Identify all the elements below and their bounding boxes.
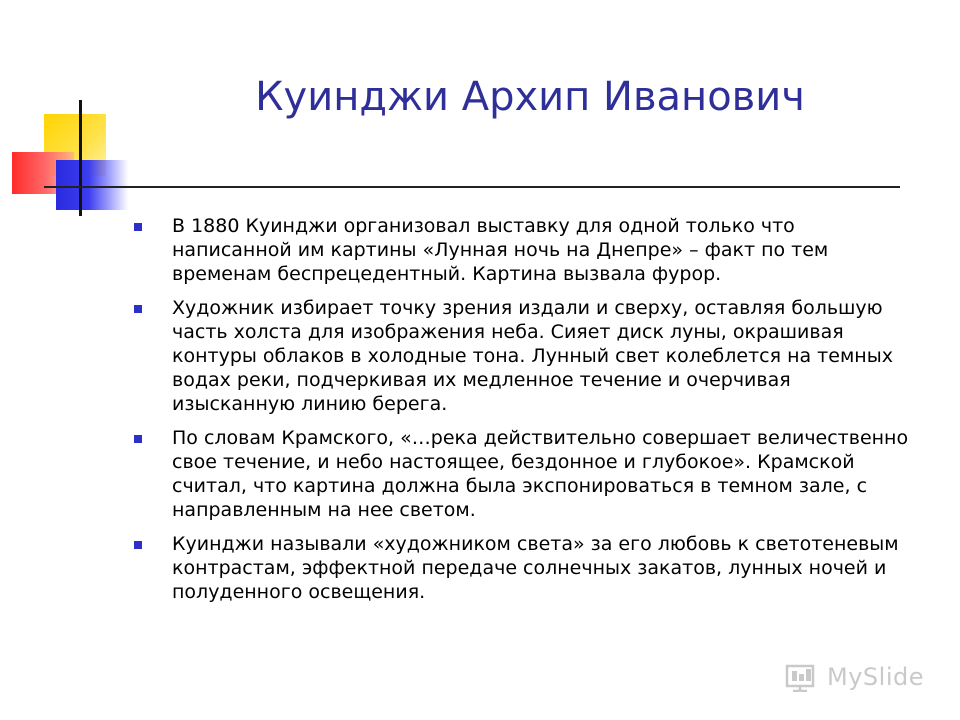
bullet-item bbox=[132, 296, 912, 416]
bullet-item bbox=[132, 426, 912, 522]
square-bullet-icon bbox=[134, 435, 142, 443]
square-bullet-icon bbox=[134, 305, 142, 313]
corner-decoration bbox=[0, 0, 140, 230]
slide-title: Куинджи Архип Иванович bbox=[255, 74, 805, 120]
blue-square bbox=[56, 160, 128, 210]
square-bullet-icon bbox=[134, 541, 142, 549]
title-underline bbox=[44, 186, 900, 188]
watermark bbox=[785, 662, 924, 692]
bullet-text: Художник избирает точку зрения издали и сверху, оставляя большую часть холста для изображения неба. Сияет диск луны, окрашивая контуры облаков в холодные тона. Лунный свет колеблется на темных водах реки, подчеркивая их медленное течение и очерчивая изысканную линию берега. bbox=[172, 297, 893, 415]
bullet-item bbox=[132, 532, 912, 604]
bullet-item bbox=[132, 214, 912, 286]
bullet-text: В 1880 Куинджи организовал выставку для одной только что написанной им картины «Лунная ночь на Днепре» – факт по тем временам беспрецедентный. Картина вызвала фурор. bbox=[172, 215, 829, 285]
vertical-rule bbox=[79, 100, 82, 216]
bullet-text: По словам Крамского, «…река действительно совершает величественно свое течение, и небо настоящее, бездонное и глубокое». Крамской считал, что картина должна была экспонироваться в темном зале, с направленным на нее светом. bbox=[172, 427, 909, 521]
slides-logo-icon bbox=[785, 662, 819, 692]
watermark-text: MySlide bbox=[827, 663, 924, 691]
bullet-list bbox=[132, 214, 912, 614]
bullet-text: Куинджи называли «художником света» за его любовь к светотеневым контрастам, эффектной передаче солнечных закатов, лунных ночей и полуденного освещения. bbox=[172, 533, 899, 603]
square-bullet-icon bbox=[134, 223, 142, 231]
